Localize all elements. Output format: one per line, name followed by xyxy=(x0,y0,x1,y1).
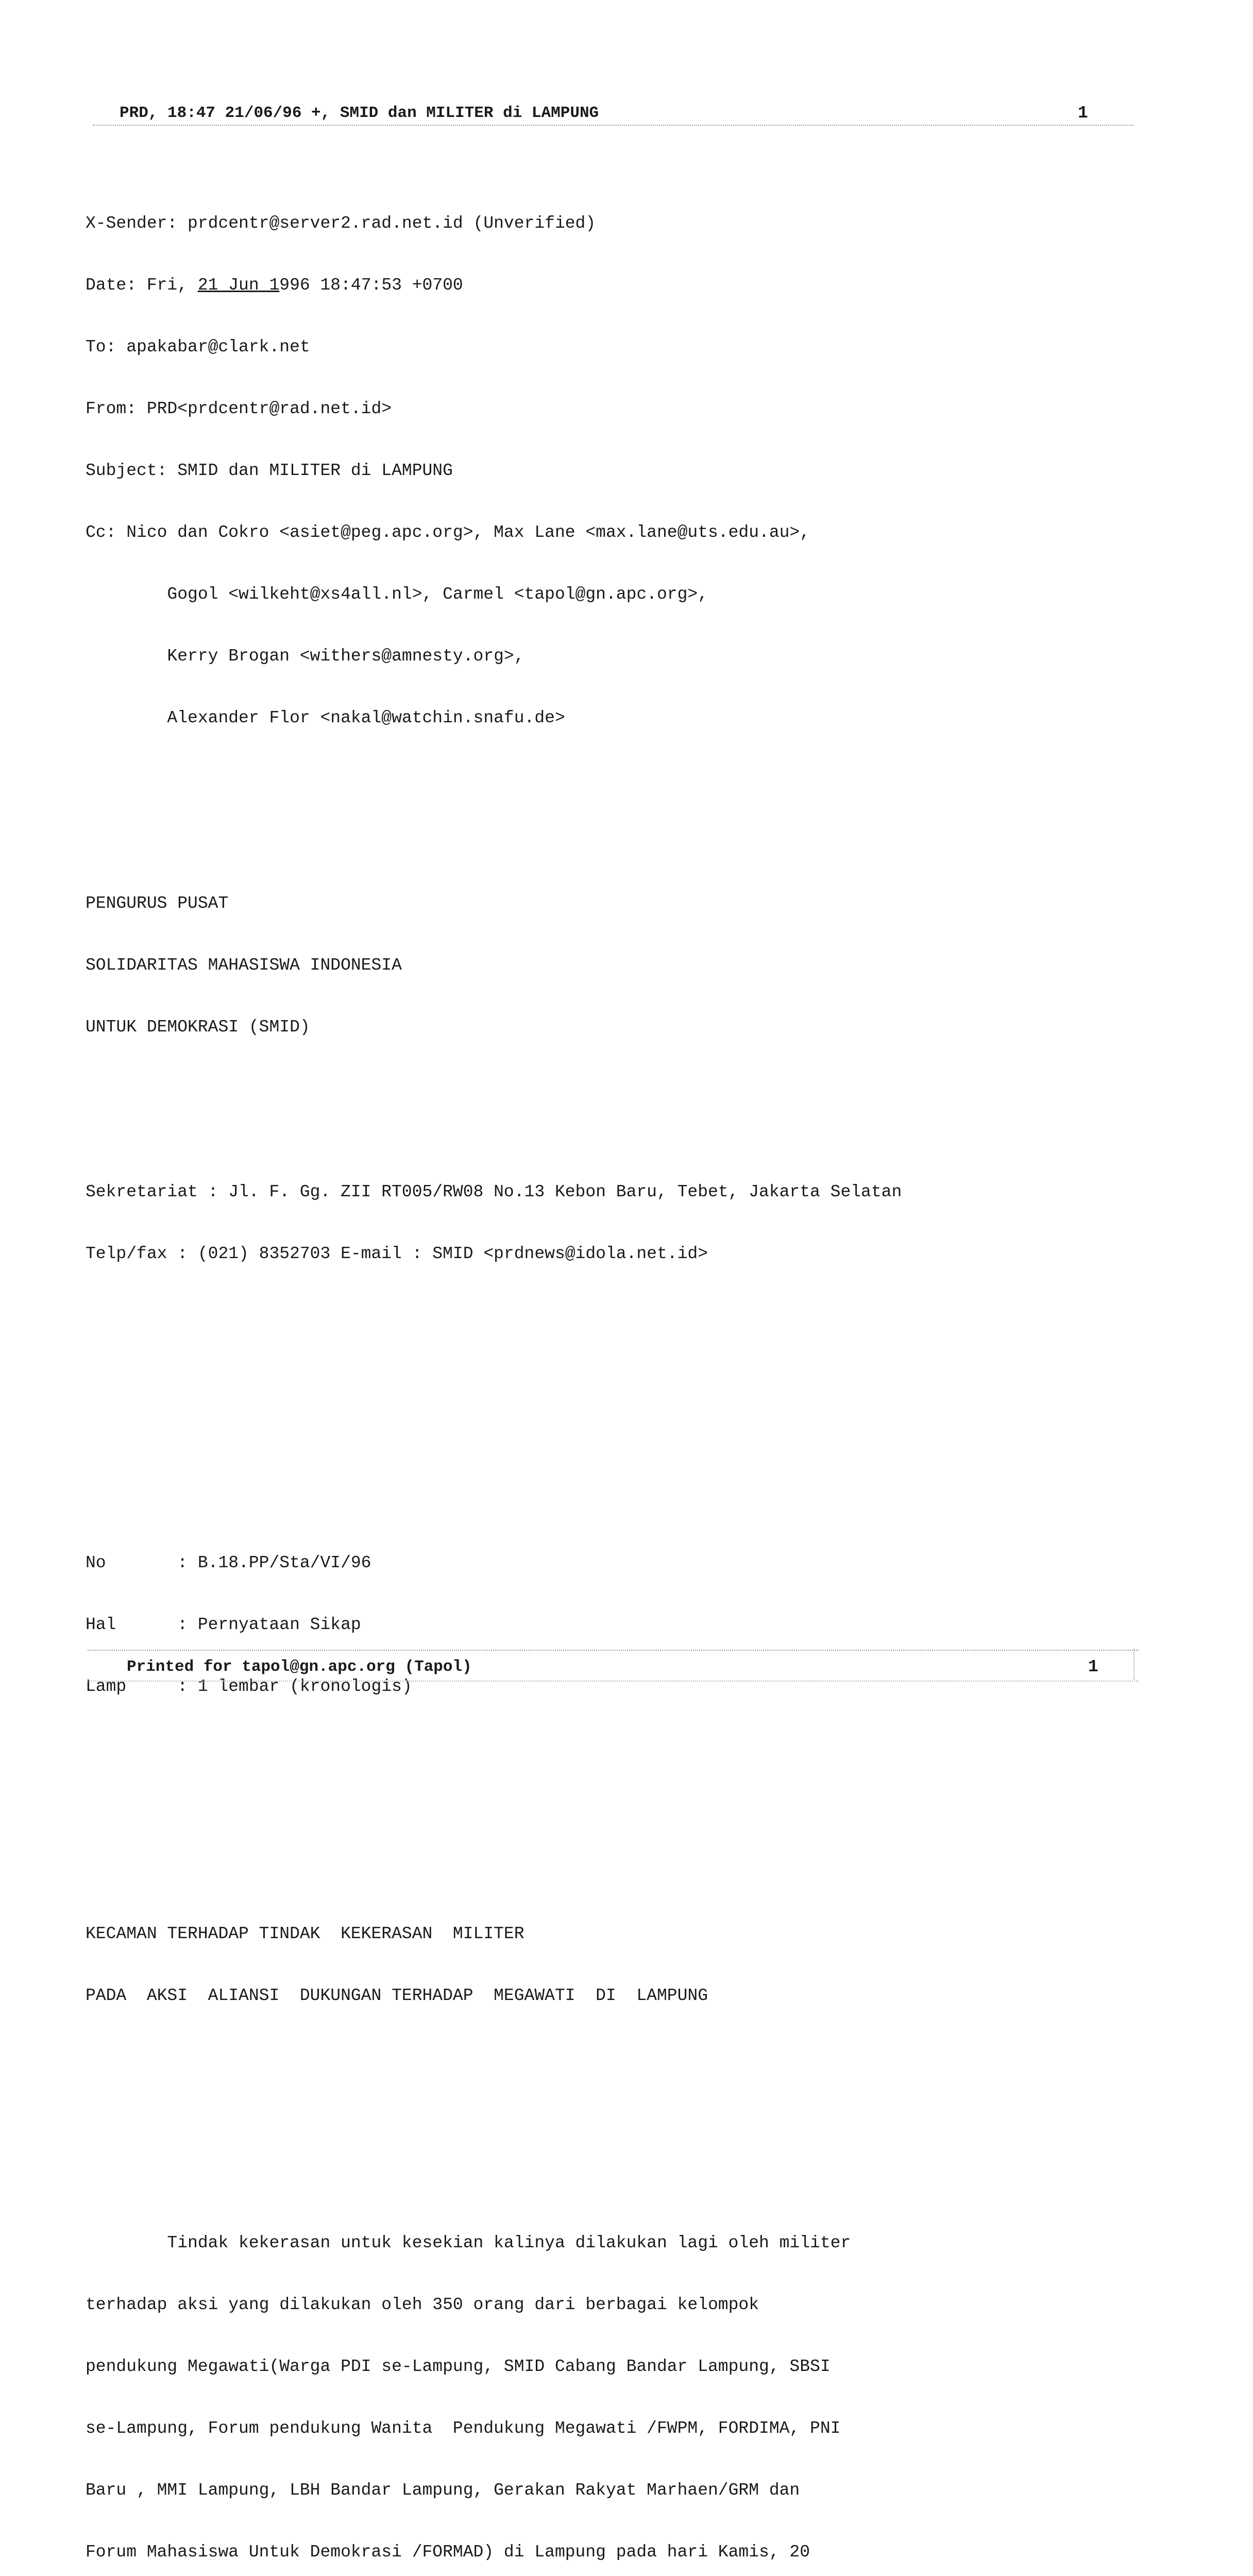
statement-title: KECAMAN TERHADAP TINDAK KEKERASAN MILITER xyxy=(86,1924,524,1943)
footer-divider xyxy=(88,1650,1139,1651)
letter-subject: Hal : Pernyataan Sikap xyxy=(86,1615,361,1634)
email-cc-line: Kerry Brogan <withers@amnesty.org>, xyxy=(86,647,524,666)
document-body xyxy=(86,131,1111,2576)
email-cc-line: Gogol <wilkeht@xs4all.nl>, Carmel <tapol@gn.apc.org>, xyxy=(86,585,708,604)
scan-edge-mark xyxy=(1133,1649,1135,1680)
spacer xyxy=(86,1450,1111,1470)
header-divider xyxy=(93,125,1133,126)
statement-title: PADA AKSI ALIANSI DUKUNGAN TERHADAP MEGAWATI DI LAMPUNG xyxy=(86,1986,708,2005)
email-to: To: apakabar@clark.net xyxy=(86,337,310,357)
email-date xyxy=(86,275,1111,296)
letter-number: No : B.18.PP/Sta/VI/96 xyxy=(86,1553,371,1572)
spacer xyxy=(86,1759,1111,1780)
email-date-underlined: 21 Jun 1 xyxy=(197,276,280,295)
paragraph-1-line: Forum Mahasiswa Untuk Demokrasi /FORMAD) di Lampung pada hari Kamis, 20 xyxy=(86,2543,810,2562)
footer-printed-for: Printed for tapol@gn.apc.org (Tapol) xyxy=(127,1658,472,1676)
org-phone-email: Telp/fax : (021) 8352703 E-mail : SMID <prdnews@idola.net.id> xyxy=(86,1244,708,1263)
paragraph-1-line: se-Lampung, Forum pendukung Wanita Pendukung Megawati /FWPM, FORDIMA, PNI xyxy=(86,2419,841,2438)
org-line: PENGURUS PUSAT xyxy=(86,894,229,913)
email-cc-line: Cc: Nico dan Cokro <asiet@peg.apc.org>, Max Lane <max.lane@uts.edu.au>, xyxy=(86,523,810,542)
spacer xyxy=(86,1099,1111,1120)
email-from: From: PRD<prdcentr@rad.net.id> xyxy=(86,399,392,418)
spacer xyxy=(86,2130,1111,2150)
email-x-sender: X-Sender: prdcentr@server2.rad.net.id (Unverified) xyxy=(86,214,596,233)
paragraph-1-line: terhadap aksi yang dilakukan oleh 350 orang dari berbagai kelompok xyxy=(86,2295,759,2314)
org-line: UNTUK DEMOKRASI (SMID) xyxy=(86,1018,310,1037)
page-header-title: PRD, 18:47 21/06/96 +, SMID dan MILITER di LAMPUNG xyxy=(120,104,599,122)
email-cc-line: Alexander Flor <nakal@watchin.snafu.de> xyxy=(86,708,565,727)
spacer xyxy=(86,790,1111,811)
footer-page-number: 1 xyxy=(1088,1657,1098,1676)
email-subject: Subject: SMID dan MILITER di LAMPUNG xyxy=(86,461,453,480)
org-line: SOLIDARITAS MAHASISWA INDONESIA xyxy=(86,956,402,975)
paragraph-1-line: Tindak kekerasan untuk kesekian kalinya dilakukan lagi oleh militer xyxy=(86,2233,851,2252)
paragraph-1-line: pendukung Megawati(Warga PDI se-Lampung, SMID Cabang Bandar Lampung, SBSI xyxy=(86,2357,831,2376)
page-header-number: 1 xyxy=(1078,104,1088,123)
letter-attachment: Lamp : 1 lembar (kronologis) xyxy=(86,1677,412,1696)
paragraph-1-line: Baru , MMI Lampung, LBH Bandar Lampung, Gerakan Rakyat Marhaen/GRM dan xyxy=(86,2481,800,2500)
email-date-prefix: Date: Fri, xyxy=(86,276,198,295)
spacer xyxy=(86,1821,1111,1841)
footer-bottom-divider xyxy=(88,1681,1139,1682)
spacer xyxy=(86,2068,1111,2089)
org-address: Sekretariat : Jl. F. Gg. ZII RT005/RW08 No.13 Kebon Baru, Tebet, Jakarta Selatan xyxy=(86,1182,902,1201)
email-date-suffix: 996 18:47:53 +0700 xyxy=(279,276,463,295)
spacer xyxy=(86,1388,1111,1409)
spacer xyxy=(86,1326,1111,1347)
